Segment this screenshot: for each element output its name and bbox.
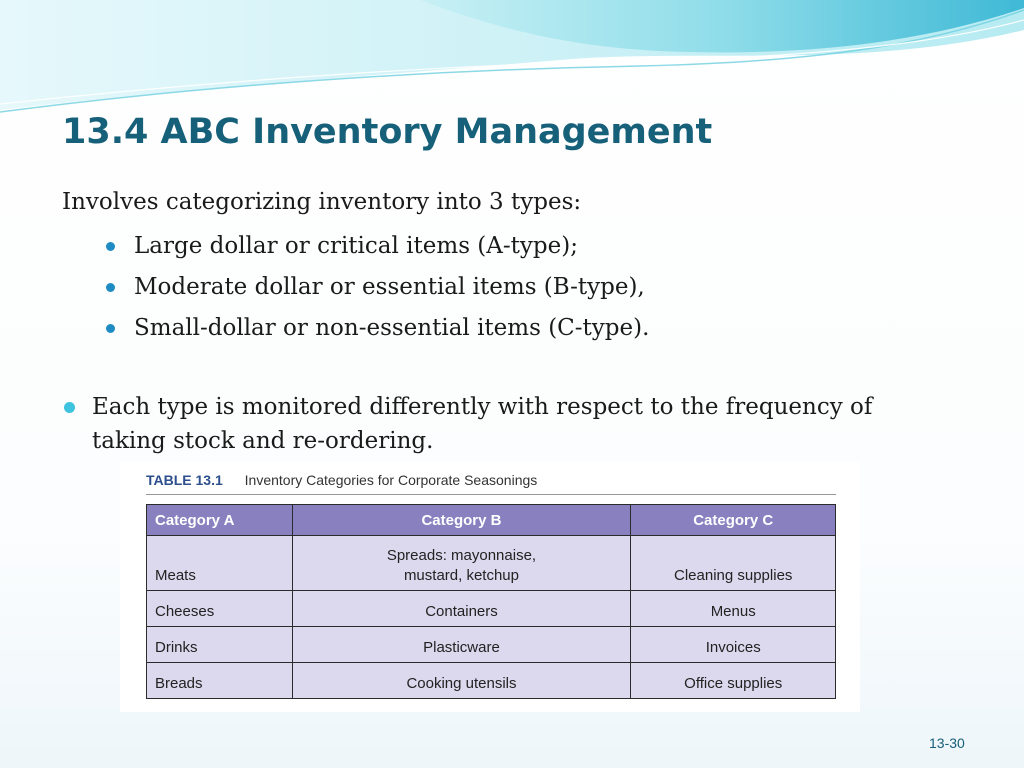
table-header-row	[147, 505, 836, 536]
sub-bullet-a	[104, 226, 649, 267]
sub-bullet-text: Small-dollar or non-essential items (C-type).	[134, 315, 650, 341]
page-number: 13-30	[929, 735, 965, 751]
cell-category-c: Cleaning supplies	[631, 536, 836, 591]
sub-bullet-text: Large dollar or critical items (A-type);	[134, 233, 578, 259]
cell-category-b: Plasticware	[292, 627, 631, 663]
table-caption	[146, 472, 537, 488]
caption-divider	[146, 494, 836, 495]
sub-bullet-c	[104, 308, 649, 349]
table-label: TABLE 13.1	[146, 472, 223, 488]
bullet-dot-icon	[106, 242, 115, 251]
table-figure	[120, 462, 860, 712]
cell-category-a: Meats	[147, 536, 293, 591]
sub-bullet-b	[104, 267, 649, 308]
intro-text: Involves categorizing inventory into 3 types:	[62, 189, 582, 215]
bullet-dot-icon	[106, 283, 115, 292]
bullet-dot-icon	[64, 402, 75, 413]
header-category-a: Category A	[147, 505, 293, 536]
cell-category-b: Cooking utensils	[292, 663, 631, 699]
table-row	[147, 627, 836, 663]
main-bullet	[62, 390, 952, 458]
cell-category-c: Menus	[631, 591, 836, 627]
cell-category-c: Office supplies	[631, 663, 836, 699]
main-bullet-text: Each type is monitored differently with respect to the frequency of taking stock and re-ordering.	[92, 394, 873, 454]
slide-title: 13.4 ABC Inventory Management	[62, 112, 713, 152]
cell-category-b-text: Spreads: mayonnaise, mustard, ketchup	[386, 547, 537, 584]
bullet-dot-icon	[106, 324, 115, 333]
header-wave-decoration	[0, 0, 1024, 130]
sub-bullet-text: Moderate dollar or essential items (B-type),	[134, 274, 645, 300]
table-row	[147, 536, 836, 591]
sub-bullet-list	[104, 226, 649, 349]
cell-category-b	[292, 536, 631, 591]
cell-category-c: Invoices	[631, 627, 836, 663]
table-row	[147, 591, 836, 627]
cell-category-a: Drinks	[147, 627, 293, 663]
cell-category-b: Containers	[292, 591, 631, 627]
inventory-table	[146, 504, 836, 699]
table-row	[147, 663, 836, 699]
table-caption-text: Inventory Categories for Corporate Seasonings	[244, 472, 538, 488]
cell-category-a: Breads	[147, 663, 293, 699]
cell-category-a: Cheeses	[147, 591, 293, 627]
header-category-b: Category B	[292, 505, 631, 536]
header-category-c: Category C	[631, 505, 836, 536]
